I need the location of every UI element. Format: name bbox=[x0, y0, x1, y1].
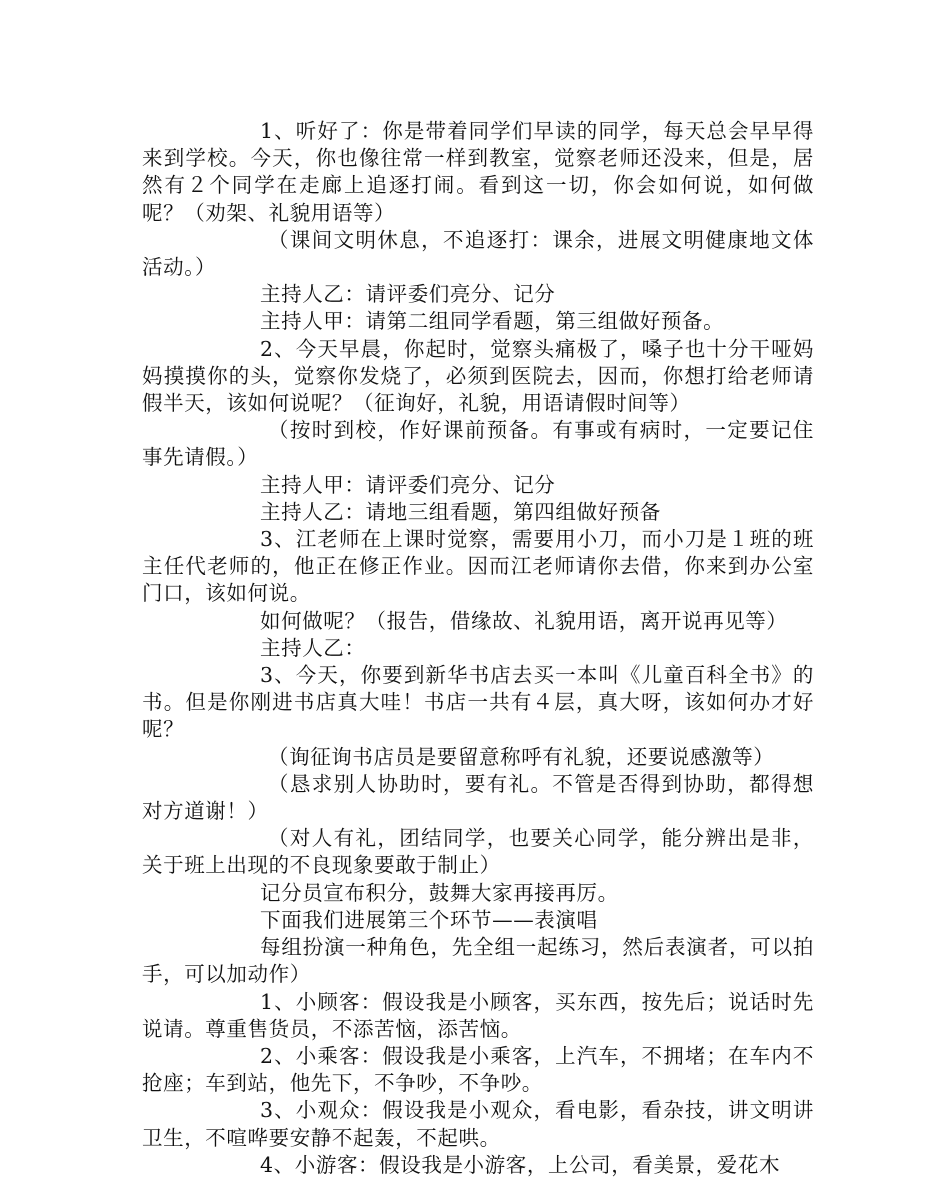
paragraph: （对人有礼，团结同学，也要关心同学，能分辨出是非，关于班上出现的不良现象要敢于制止） bbox=[142, 826, 814, 878]
paragraph: （询征询书店员是要留意称呼有礼貌，还要说感激等） bbox=[268, 744, 775, 769]
paragraph: 1、听好了：你是带着同学们早读的同学，每天总会早早得来到学校。今天，你也像往常一样到教室，觉察老师还没来，但是，居然有２个同学在走廊上追逐打闹。看到这一切，你会如何说，如何做呢？（劝架、礼貌用语等） bbox=[142, 119, 814, 225]
paragraph: 如何做呢？（报告，借缘故、礼貌用语，离开说再见等） bbox=[260, 608, 788, 633]
document-body bbox=[142, 118, 814, 1179]
paragraph: 2、小乘客：假设我是小乘客，上汽车，不拥堵；在车内不抢座；车到站，他先下，不争吵，不争吵。 bbox=[142, 1043, 814, 1096]
paragraph: 主持人甲：请第二组同学看题，第三组做好预备。 bbox=[260, 309, 725, 334]
paragraph: 主持人乙： bbox=[260, 635, 366, 660]
paragraph: （按时到校，作好课前预备。有事或有病时，一定要记住事先请假。） bbox=[142, 418, 814, 470]
paragraph: 主持人甲：请评委们亮分、记分 bbox=[260, 472, 556, 497]
paragraph: 每组扮演一种角色，先全组一起练习，然后表演者，可以拍手，可以加动作） bbox=[142, 935, 814, 987]
paragraph: （恳求别人协助时，要有礼。不管是否得到协助，都得想对方道谢！） bbox=[142, 771, 814, 824]
paragraph: 主持人乙：请地三组看题，第四组做好预备 bbox=[260, 499, 661, 524]
paragraph: 3、今天，你要到新华书店去买一本叫《儿童百科全书》的书。但是你刚进书店真大哇！书店一共有４层，真大呀，该如何办才好呢？ bbox=[142, 663, 814, 742]
paragraph: 4、小游客：假设我是小游客，上公司，看美景，爱花木 bbox=[260, 1152, 781, 1177]
paragraph: 3、小观众：假设我是小观众，看电影，看杂技，讲文明讲卫生，不喧哗要安静不起轰，不起哄。 bbox=[142, 1098, 814, 1150]
paragraph: （课间文明休息，不追逐打：课余，进展文明健康地文体活动。） bbox=[142, 227, 814, 280]
paragraph: 记分员宣布积分，鼓舞大家再接再厉。 bbox=[260, 880, 619, 905]
paragraph: 主持人乙：请评委们亮分、记分 bbox=[260, 282, 556, 307]
paragraph: 1、小顾客：假设我是小顾客，买东西，按先后；说话时先说请。尊重售货员，不添苦恼，添苦恼。 bbox=[142, 989, 814, 1041]
paragraph: 下面我们进展第三个环节——表演唱 bbox=[260, 907, 598, 932]
paragraph: 3、江老师在上课时觉察，需要用小刀，而小刀是１班的班主任代老师的，他正在修正作业。因而江老师请你去借，你来到办公室门口，该如何说。 bbox=[142, 527, 814, 606]
paragraph: 2、今天早晨，你起时，觉察头痛极了，嗓子也十分干哑妈妈摸摸你的头，觉察你发烧了，必须到医院去，因而，你想打给老师请假半天，该如何说呢？（征询好，礼貌，用语请假时间等） bbox=[142, 336, 814, 416]
